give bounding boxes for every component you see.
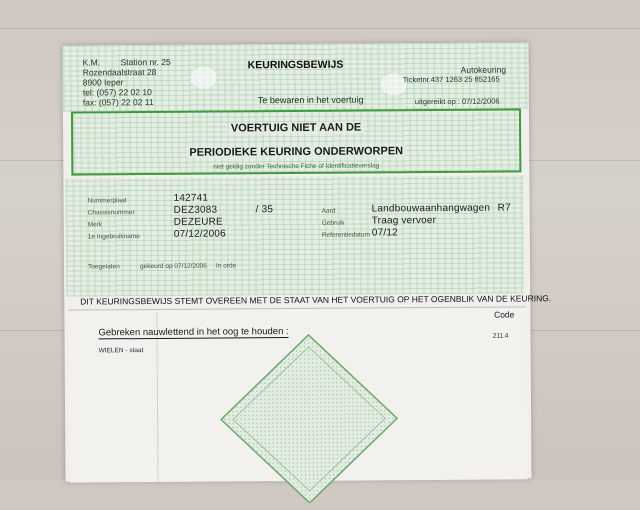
station-phone: tel: (057) 22 02 10 xyxy=(82,87,152,98)
green-diamond-watermark xyxy=(218,332,399,503)
kind-label: Aard xyxy=(321,207,336,215)
diamond-watermark-icon xyxy=(218,332,399,503)
defects-section xyxy=(68,306,527,482)
seal-stamp-icon xyxy=(191,67,217,89)
table-grain xyxy=(0,28,640,29)
approval-label: Toegelaten xyxy=(88,263,120,271)
ticket-number: Ticketnr.437 1263 25 852165 xyxy=(402,74,500,85)
status-line-2 xyxy=(73,144,519,159)
station-city: 8900 Ieper xyxy=(82,77,124,88)
status-box xyxy=(71,108,521,175)
code-column-label: Code xyxy=(494,309,515,320)
status-line-2-text: PERIODIEKE KEURING ONDERWORPEN xyxy=(186,145,406,159)
status-line-1-text: VOERTUIG NIET AAN DE xyxy=(228,122,364,135)
station-street: Rozendaalstraat 28 xyxy=(82,66,157,78)
certificate-statement: DIT KEURINGSBEWIJS STEMT OVEREEN MET DE STAAT VAN HET VOERTUIG OP HET OGENBLIK VAN DE KEURING. xyxy=(80,293,552,307)
usage-label: Gebruik xyxy=(321,219,345,227)
approval-extra: In orde xyxy=(216,262,237,270)
chassis-value: DEZ3083 xyxy=(173,204,218,216)
station-fax: fax: (057) 22 02 11 xyxy=(82,96,154,108)
station-name: K.M. xyxy=(82,57,101,68)
reference-date-value: 07/12 xyxy=(371,227,398,239)
vehicle-data xyxy=(65,175,524,296)
approval-value: gekeurd op 07/12/2006 xyxy=(140,262,207,271)
usage-value: Traag vervoer xyxy=(371,215,437,227)
status-line-1 xyxy=(73,120,519,135)
defect-code: 211.4 xyxy=(492,332,509,340)
inspection-certificate xyxy=(62,42,552,481)
defect-description: WIELEN - staat xyxy=(98,347,144,355)
station-number: Station nr. 25 xyxy=(120,56,171,68)
chassis-label: Chassisnummer xyxy=(87,209,135,217)
reference-date-label: Referentiedatum xyxy=(321,231,370,239)
kind-value: Landbouwaanhangwagen xyxy=(371,202,491,215)
certificate-header xyxy=(62,42,528,111)
plate-value: 142741 xyxy=(173,192,209,204)
first-registration-label: 1e Ingebruikname xyxy=(87,233,140,241)
issue-date: uitgereikt op : 07/12/2006 xyxy=(414,96,500,107)
document-title: KEURINGSBEWIJS xyxy=(247,58,344,72)
first-registration-value: 07/12/2006 xyxy=(173,228,226,240)
make-value: DEZEURE xyxy=(173,216,223,228)
plate-label: Nummerplaat xyxy=(87,197,127,205)
inspection-type: Autokeuring xyxy=(460,64,507,75)
document-subtitle: Te bewaren in het voertuig xyxy=(257,94,364,106)
chassis-suffix: / 35 xyxy=(255,204,274,216)
status-note: niet geldig zonder Technische Fiche of Identificatieverslag xyxy=(213,162,380,171)
make-label: Merk xyxy=(87,221,103,229)
kind-code: R7 xyxy=(497,202,511,214)
defects-title: Gebreken nauwlettend in het oog te houden : xyxy=(98,326,289,339)
